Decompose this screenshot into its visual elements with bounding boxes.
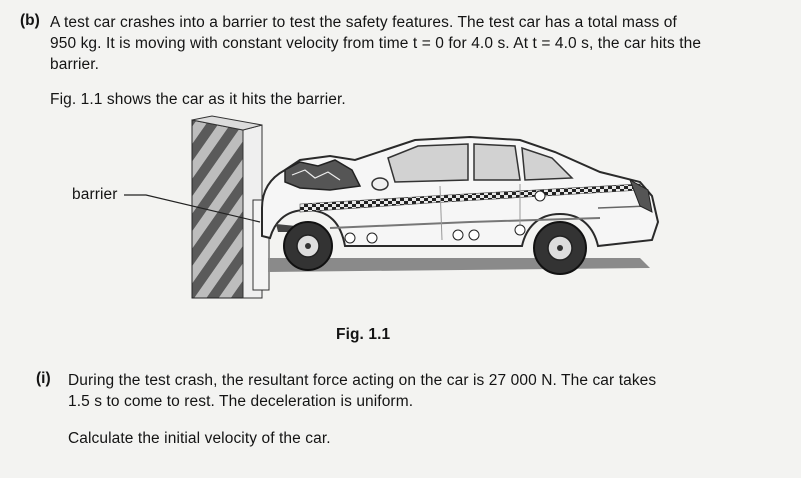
barrier-leader-line [124,195,260,222]
barrier-label: barrier [72,186,118,203]
part-i-instruction: Calculate the initial velocity of the car. [68,430,331,447]
part-i-text-line2: 1.5 s to come to rest. The deceleration is uniform. [68,393,414,410]
part-b-text-line2: 950 kg. It is moving with constant velocity from time t = 0 for 4.0 s. At t = 4.0 s, the car hits the [50,35,702,52]
part-b-text-line3: barrier. [50,56,100,73]
front-wheel [284,222,332,270]
figure-caption: Fig. 1.1 [336,326,391,343]
fig-reference-text: Fig. 1.1 shows the car as it hits the barrier. [50,91,346,108]
rear-wheel [534,222,586,274]
part-b-label: (b) [20,12,40,29]
part-i-label: (i) [36,370,51,387]
ground-shadow [268,258,650,272]
barrier-wall [192,116,269,298]
part-i-text-line1: During the test crash, the resultant force acting on the car is 27 000 N. The car takes [68,372,657,389]
test-car [262,137,658,246]
part-b-text-line1: A test car crashes into a barrier to test the safety features. The test car has a total mass of [50,14,677,31]
